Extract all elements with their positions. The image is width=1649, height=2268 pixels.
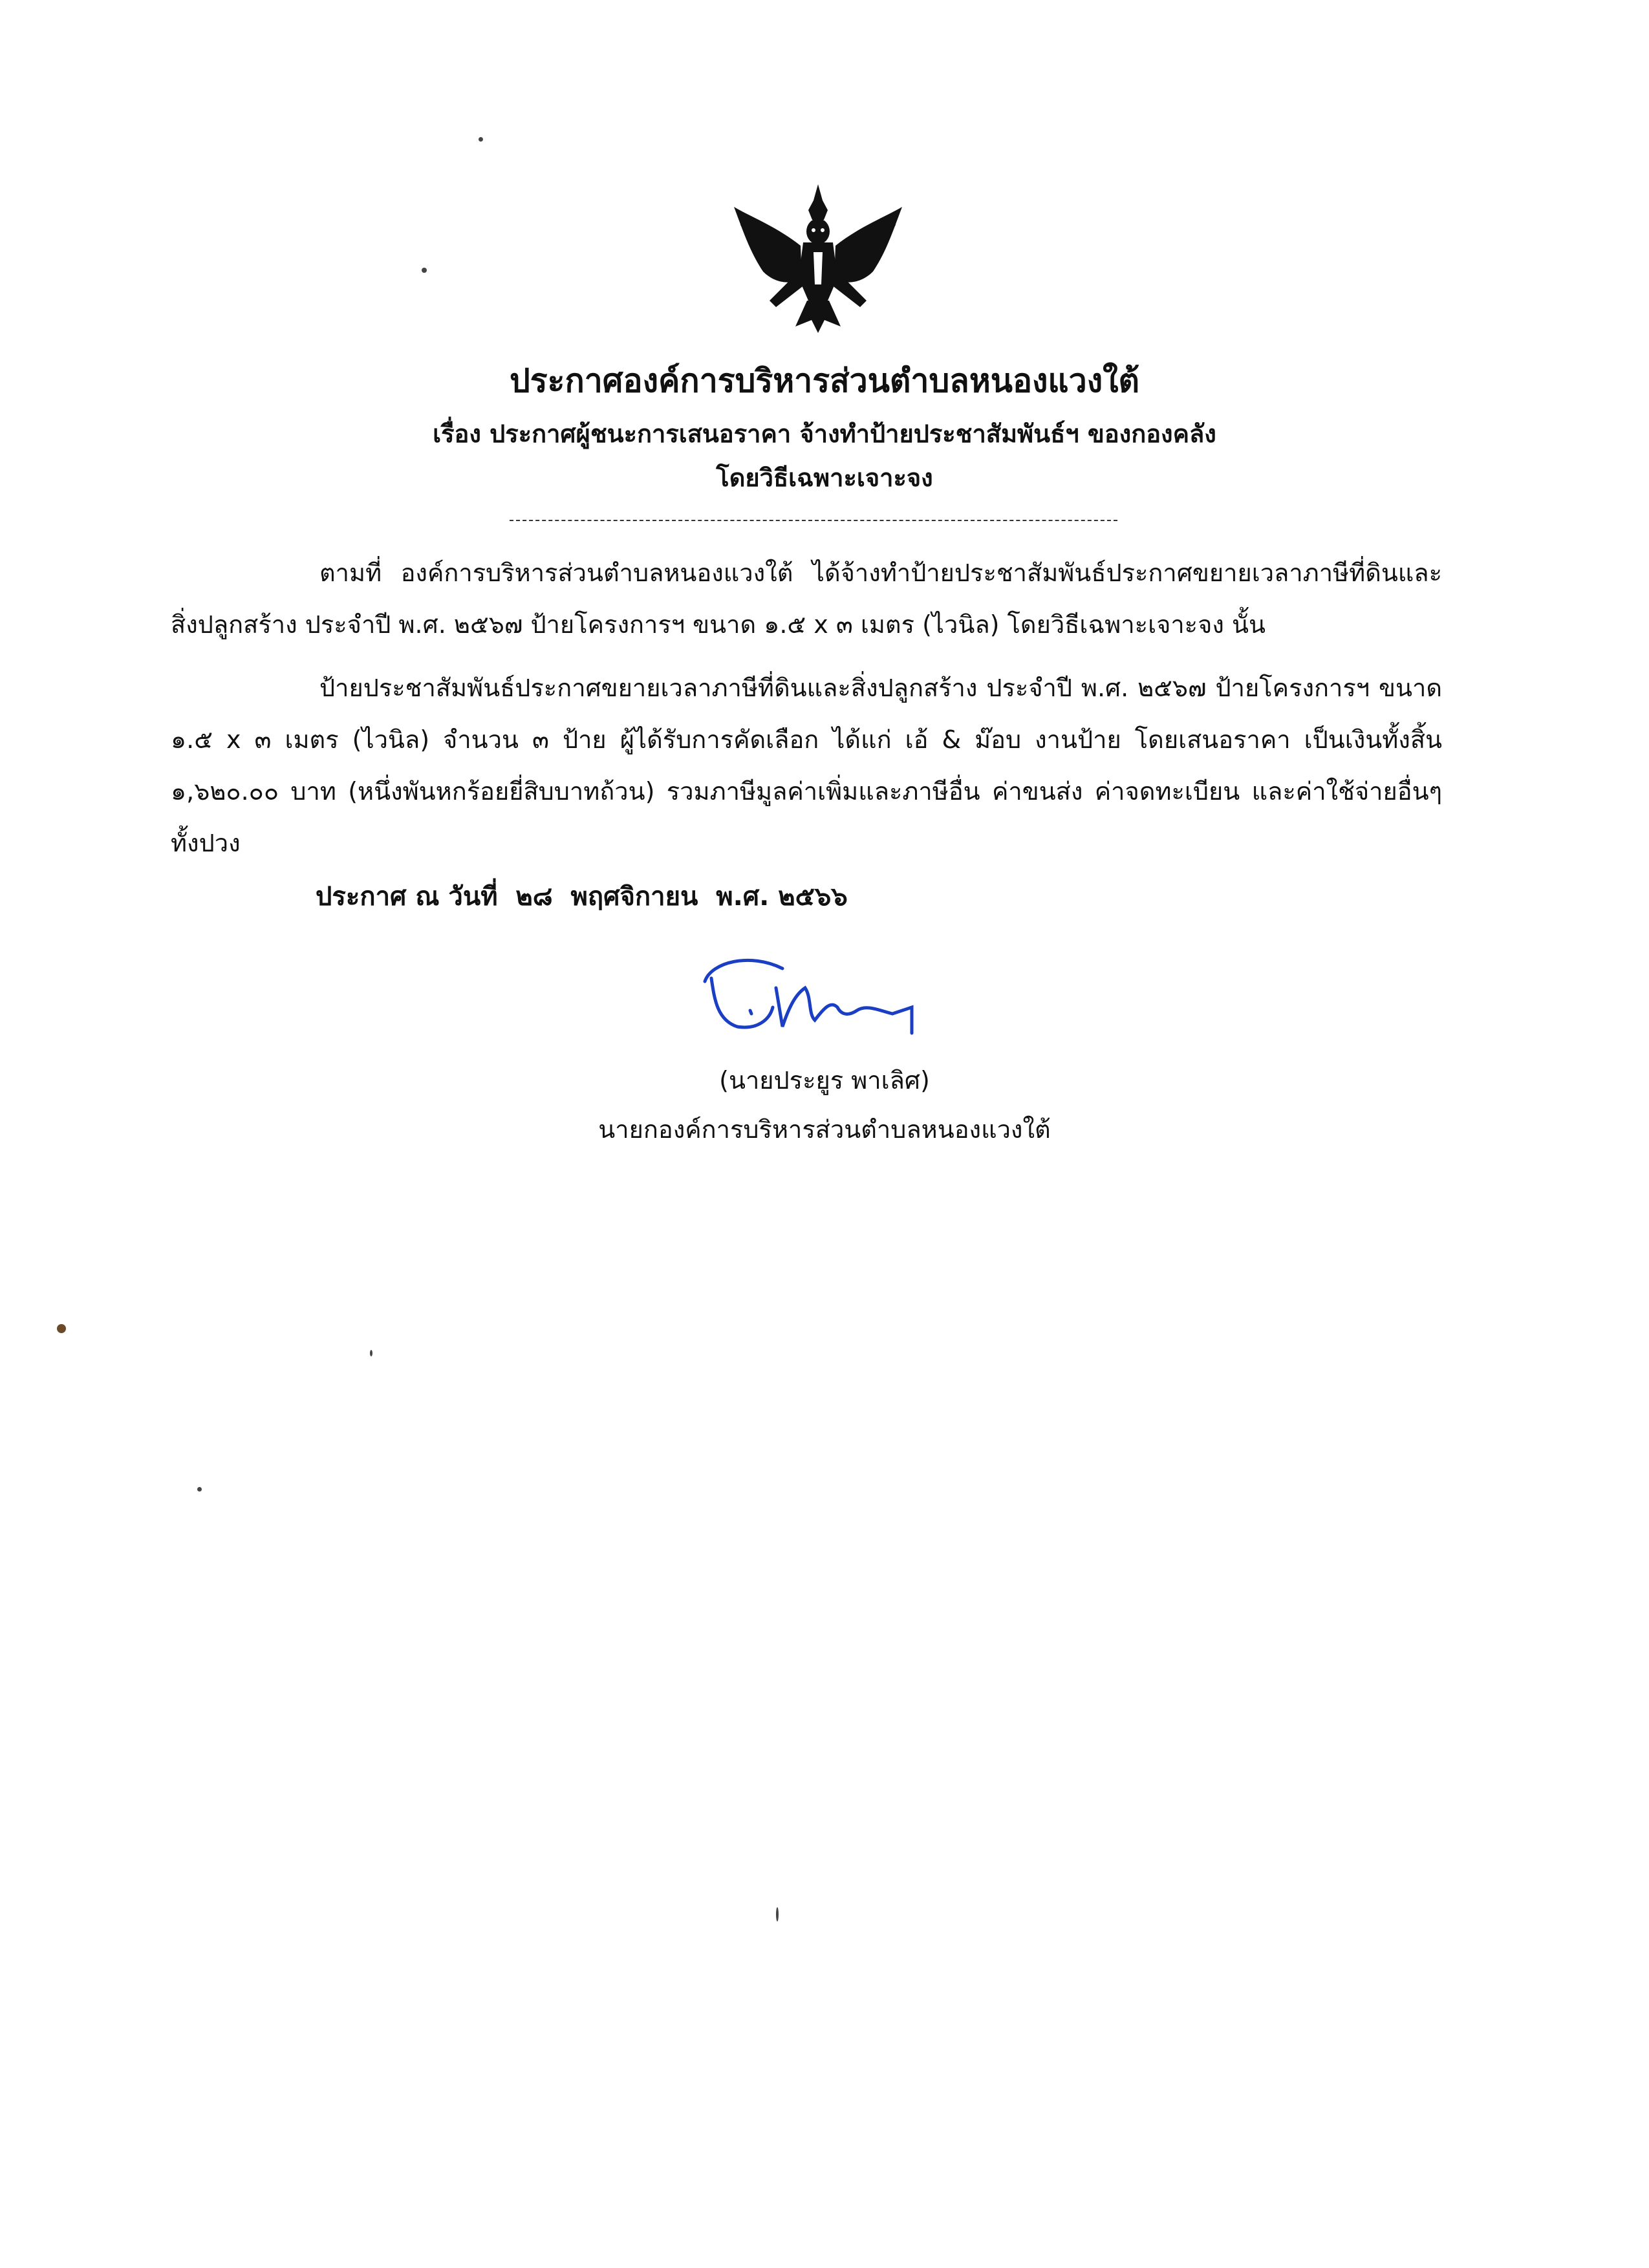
scan-speck: [370, 1350, 372, 1356]
scan-speck: [57, 1324, 66, 1333]
paragraph-2-text: ป้ายประชาสัมพันธ์ประกาศขยายเวลาภาษีที่ดินและสิ่งปลูกสร้าง ประจำปี พ.ศ. ๒๕๖๗ ป้ายโครงการฯ ขนาด ๑.๕ x ๓ เมตร (ไวนิล) จำนวน ๓ ป้าย ผู้ได้รับการคัดเลือก ได้แก่ เอ้ & ม๊อบ งานป้าย โดยเสนอราคา เป็นเงินทั้งสิ้น ๑,๖๒๐.๐๐ บาท (หนึ่งพันหกร้อยยี่สิบบาทถ้วน) รวมภาษีมูลค่าเพิ่มและภาษีอื่น ค่าขนส่ง ค่าจดทะเบียน และค่าใช้จ่ายอื่นๆ ทั้งปวง: [171, 674, 1443, 857]
scan-speck: [479, 137, 483, 142]
procurement-method: โดยวิธีเฉพาะเจาะจง: [716, 464, 933, 492]
garuda-emblem: [731, 181, 905, 336]
announcement-subject: เรื่อง ประกาศผู้ชนะการเสนอราคา จ้างทำป้ายประชาสัมพันธ์ฯ ของกองคลัง: [433, 420, 1216, 448]
signature: [698, 949, 925, 1053]
scan-speck: [197, 1487, 202, 1492]
announcement-date: ประกาศ ณ วันที่ ๒๘ พฤศจิกายน พ.ศ. ๒๕๖๖: [316, 882, 848, 912]
signatory-name: (นายประยูร พาเลิศ): [719, 1066, 930, 1095]
announcement-title: ประกาศองค์การบริหารส่วนตำบลหนองแวงใต้: [510, 362, 1139, 400]
scan-speck: [776, 1907, 779, 1921]
paragraph-2: [171, 662, 1442, 869]
header-divider: [510, 520, 1117, 521]
paragraph-1-text: ตามที่ องค์การบริหารส่วนตำบลหนองแวงใต้ ได้จ้างทำป้ายประชาสัมพันธ์ประกาศขยายเวลาภาษีที่ดินและสิ่งปลูกสร้าง ประจำปี พ.ศ. ๒๕๖๗ ป้ายโครงการฯ ขนาด ๑.๕ x ๓ เมตร (ไวนิล) โดยวิธีเฉพาะเจาะจง นั้น: [171, 559, 1442, 639]
signatory-position: นายกองค์การบริหารส่วนตำบลหนองแวงใต้: [598, 1115, 1051, 1144]
scan-speck: [422, 268, 427, 273]
paragraph-1: [171, 547, 1442, 650]
